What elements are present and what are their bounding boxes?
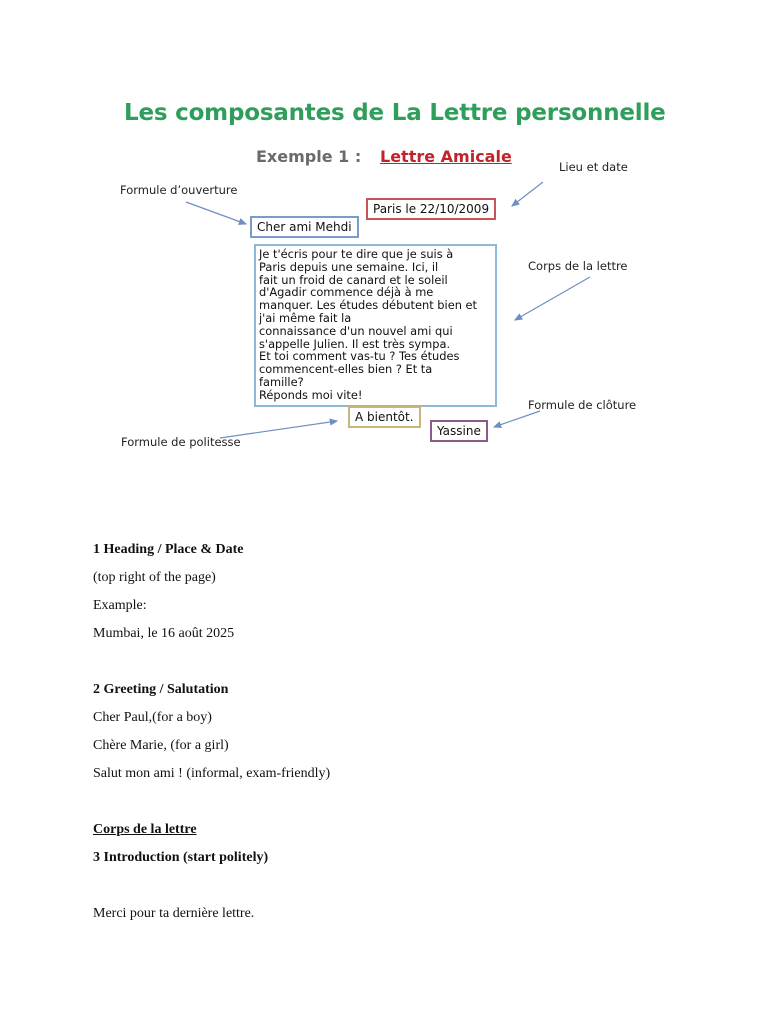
heading-corps: Corps de la lettre bbox=[93, 822, 197, 837]
example-label-text: Example: bbox=[93, 598, 147, 613]
body-line: famille? bbox=[259, 374, 304, 389]
heading-place-date: 1 Heading / Place & Date bbox=[93, 542, 244, 557]
date-box: Paris le 22/10/2009 bbox=[366, 198, 496, 220]
label-formule-cloture: Formule de clôture bbox=[528, 398, 637, 412]
greeting-box: Cher ami Mehdi bbox=[250, 216, 359, 238]
example-label: Exemple 1 : bbox=[256, 147, 362, 166]
greeting-example-boy: Cher Paul,(for a boy) bbox=[93, 710, 212, 725]
body-line: manquer. Les études débutent bien et bbox=[259, 298, 478, 313]
body-line: s'appelle Julien. Il est très sympa. bbox=[259, 336, 451, 351]
arrow-lieu-date bbox=[512, 182, 543, 206]
body-line: Paris depuis une semaine. Ici, il bbox=[259, 259, 439, 274]
body-line: Réponds moi vite! bbox=[259, 387, 363, 402]
body-line: commencent-elles bien ? Et ta bbox=[259, 362, 433, 377]
body-line: j'ai même fait la bbox=[259, 310, 352, 325]
label-corps: Corps de la lettre bbox=[528, 259, 628, 273]
body-line: Et toi comment vas-tu ? Tes études bbox=[259, 349, 460, 364]
closing-box: A bientôt. bbox=[348, 406, 421, 428]
notes-section bbox=[93, 536, 693, 928]
label-formule-politesse: Formule de politesse bbox=[121, 435, 241, 449]
heading-place-date-note: (top right of the page) bbox=[93, 570, 216, 585]
arrow-formule-cloture bbox=[494, 411, 540, 427]
letter-diagram bbox=[100, 90, 666, 470]
greeting-example-informal: Salut mon ami ! (informal, exam-friendly) bbox=[93, 766, 331, 781]
example-date-value: Mumbai, le 16 août 2025 bbox=[93, 626, 235, 641]
heading-greeting: 2 Greeting / Salutation bbox=[93, 682, 229, 697]
diagram-title: Les composantes de La Lettre personnelle bbox=[124, 100, 666, 126]
body-line: connaissance d'un nouvel ami qui bbox=[259, 323, 453, 338]
body-line: fait un froid de canard et le soleil bbox=[259, 272, 448, 287]
greeting-example-girl: Chère Marie, (for a girl) bbox=[93, 738, 229, 753]
signature-box: Yassine bbox=[430, 420, 488, 442]
heading-introduction: 3 Introduction (start politely) bbox=[93, 850, 269, 865]
label-formule-ouverture: Formule d’ouverture bbox=[120, 183, 238, 197]
letter-body-box bbox=[254, 244, 497, 407]
arrow-formule-ouverture bbox=[186, 202, 246, 224]
intro-example: Merci pour ta dernière lettre. bbox=[93, 906, 255, 921]
arrow-corps bbox=[515, 277, 590, 320]
label-lieu-date: Lieu et date bbox=[559, 160, 628, 174]
example-title: Lettre Amicale bbox=[380, 147, 512, 166]
body-line: Je t'écris pour te dire que je suis à bbox=[259, 247, 454, 261]
body-line: d'Agadir commence déjà à me bbox=[259, 285, 434, 300]
